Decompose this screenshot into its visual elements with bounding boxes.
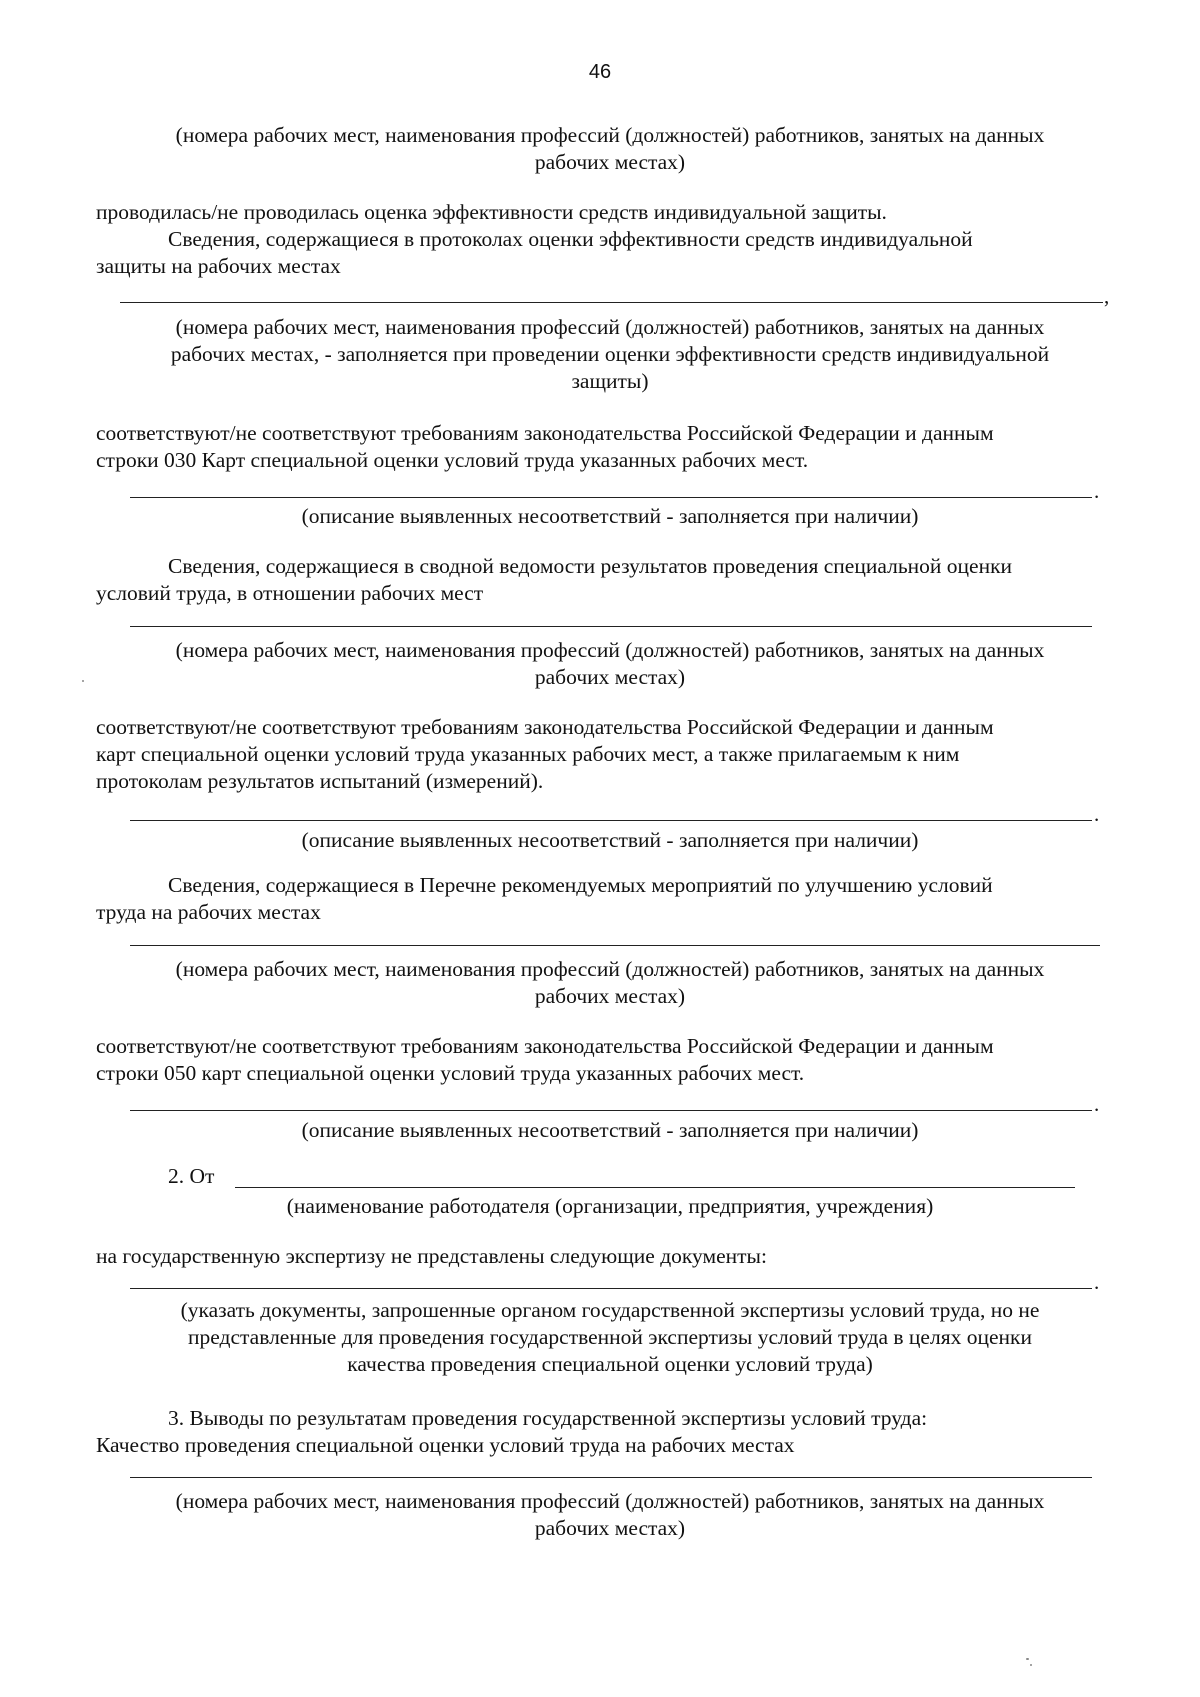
fill-line-documents[interactable]	[130, 1288, 1092, 1289]
paragraph-ppe-evaluation	[96, 199, 973, 280]
caption-workplaces-2	[95, 637, 1125, 691]
caption-documents	[95, 1297, 1125, 1378]
paragraph-line: Сведения, содержащиеся в протоколах оценки эффективности средств индивидуальной	[168, 226, 973, 251]
caption-line: рабочих местах)	[534, 149, 686, 174]
caption-workplaces-4	[95, 1488, 1125, 1542]
paragraph-line: соответствуют/не соответствуют требованиям законодательства Российской Федерации и данным	[96, 421, 994, 445]
caption-workplaces-3	[95, 956, 1125, 1010]
caption-line: качества проведения специальной оценки условий труда)	[347, 1351, 873, 1376]
paragraph-line: строки 050 карт специальной оценки условий труда указанных рабочих мест.	[96, 1060, 805, 1085]
paragraph-line: Сведения, содержащиеся в Перечне рекомендуемых мероприятий по улучшению условий	[168, 873, 993, 897]
fill-line-ppe-workplaces[interactable]	[120, 302, 1103, 303]
caption-line: рабочих местах)	[534, 983, 686, 1008]
caption-line: рабочих местах, - заполняется при проведении оценки эффективности средств индивидуальной	[170, 341, 1050, 366]
caption-discrepancies-1: (описание выявленных несоответствий - заполняется при наличии)	[301, 504, 919, 528]
caption-employer: (наименование работодателя (организации, предприятия, учреждения)	[286, 1194, 934, 1218]
paragraph-line: соответствуют/не соответствуют требованиям законодательства Российской Федерации и данным	[96, 715, 994, 739]
caption-line: (номера рабочих мест, наименования профессий (должностей) работников, занятых на данных	[175, 1489, 1045, 1513]
paragraph-line: Качество проведения специальной оценки условий труда на рабочих местах	[96, 1432, 795, 1457]
fill-line-measures-workplaces[interactable]	[130, 945, 1100, 946]
end-period: .	[1094, 802, 1100, 826]
caption-line: (номера рабочих мест, наименования профессий (должностей) работников, занятых на данных	[175, 957, 1045, 981]
caption-workplaces-1	[95, 122, 1125, 176]
end-period: .	[1094, 479, 1100, 503]
end-period: .	[1094, 1270, 1100, 1294]
paragraph-summary-sheet	[96, 553, 1012, 607]
scan-speck	[1030, 1664, 1032, 1666]
scan-speck	[82, 680, 84, 682]
paragraph-compliance-050	[96, 1033, 994, 1087]
paragraph-line: соответствуют/не соответствуют требованиям законодательства Российской Федерации и данным	[96, 1034, 994, 1058]
fill-line-discrepancies-2[interactable]	[130, 820, 1092, 821]
caption-line: (номера рабочих мест, наименования профессий (должностей) работников, занятых на данных	[175, 315, 1045, 339]
paragraph-compliance-030	[96, 420, 994, 474]
paragraph-line: строки 030 Карт специальной оценки условий труда указанных рабочих мест.	[96, 447, 809, 472]
caption-workplaces-ppe	[95, 314, 1125, 395]
paragraph-compliance-cards	[96, 714, 994, 795]
end-comma: ,	[1104, 284, 1110, 308]
item-2-label: 2. От	[168, 1164, 215, 1188]
paragraph-missing-docs: на государственную экспертизу не представлены следующие документы:	[96, 1244, 767, 1268]
caption-discrepancies-3: (описание выявленных несоответствий - заполняется при наличии)	[301, 1118, 919, 1142]
paragraph-line: проводилась/не проводилась оценка эффективности средств индивидуальной защиты.	[96, 200, 887, 224]
scan-speck	[1026, 1658, 1029, 1660]
fill-line-summary-workplaces[interactable]	[130, 626, 1092, 627]
paragraph-measures-list	[96, 872, 993, 926]
fill-line-discrepancies-3[interactable]	[130, 1110, 1092, 1111]
fill-line-quality-workplaces[interactable]	[130, 1477, 1092, 1478]
fill-line-discrepancies-1[interactable]	[130, 497, 1092, 498]
paragraph-line: 3. Выводы по результатам проведения государственной экспертизы условий труда:	[168, 1406, 928, 1430]
fill-line-employer[interactable]	[235, 1187, 1075, 1188]
end-period: .	[1094, 1092, 1100, 1116]
paragraph-line: труда на рабочих местах	[96, 899, 321, 924]
paragraph-line: протоколам результатов испытаний (измерений).	[96, 768, 544, 793]
caption-line: (номера рабочих мест, наименования профессий (должностей) работников, занятых на данных	[175, 123, 1045, 147]
paragraph-line: условий труда, в отношении рабочих мест	[96, 580, 484, 605]
caption-line: представленные для проведения государственной экспертизы условий труда в целях оценки	[188, 1324, 1032, 1349]
paragraph-line: карт специальной оценки условий труда указанных рабочих мест, а также прилагаемым к ним	[96, 741, 960, 766]
caption-line: (указать документы, запрошенные органом государственной экспертизы условий труда, но не	[180, 1298, 1040, 1322]
caption-line: (номера рабочих мест, наименования профессий (должностей) работников, занятых на данных	[175, 638, 1045, 662]
caption-line: рабочих местах)	[534, 1515, 686, 1540]
paragraph-item-3	[96, 1405, 927, 1459]
caption-line: рабочих местах)	[534, 664, 686, 689]
paragraph-line: защиты на рабочих местах	[96, 253, 341, 278]
caption-line: защиты)	[571, 368, 649, 393]
paragraph-line: Сведения, содержащиеся в сводной ведомости результатов проведения специальной оценки	[168, 554, 1013, 578]
page-number: 46	[588, 61, 612, 83]
caption-discrepancies-2: (описание выявленных несоответствий - заполняется при наличии)	[301, 828, 919, 852]
